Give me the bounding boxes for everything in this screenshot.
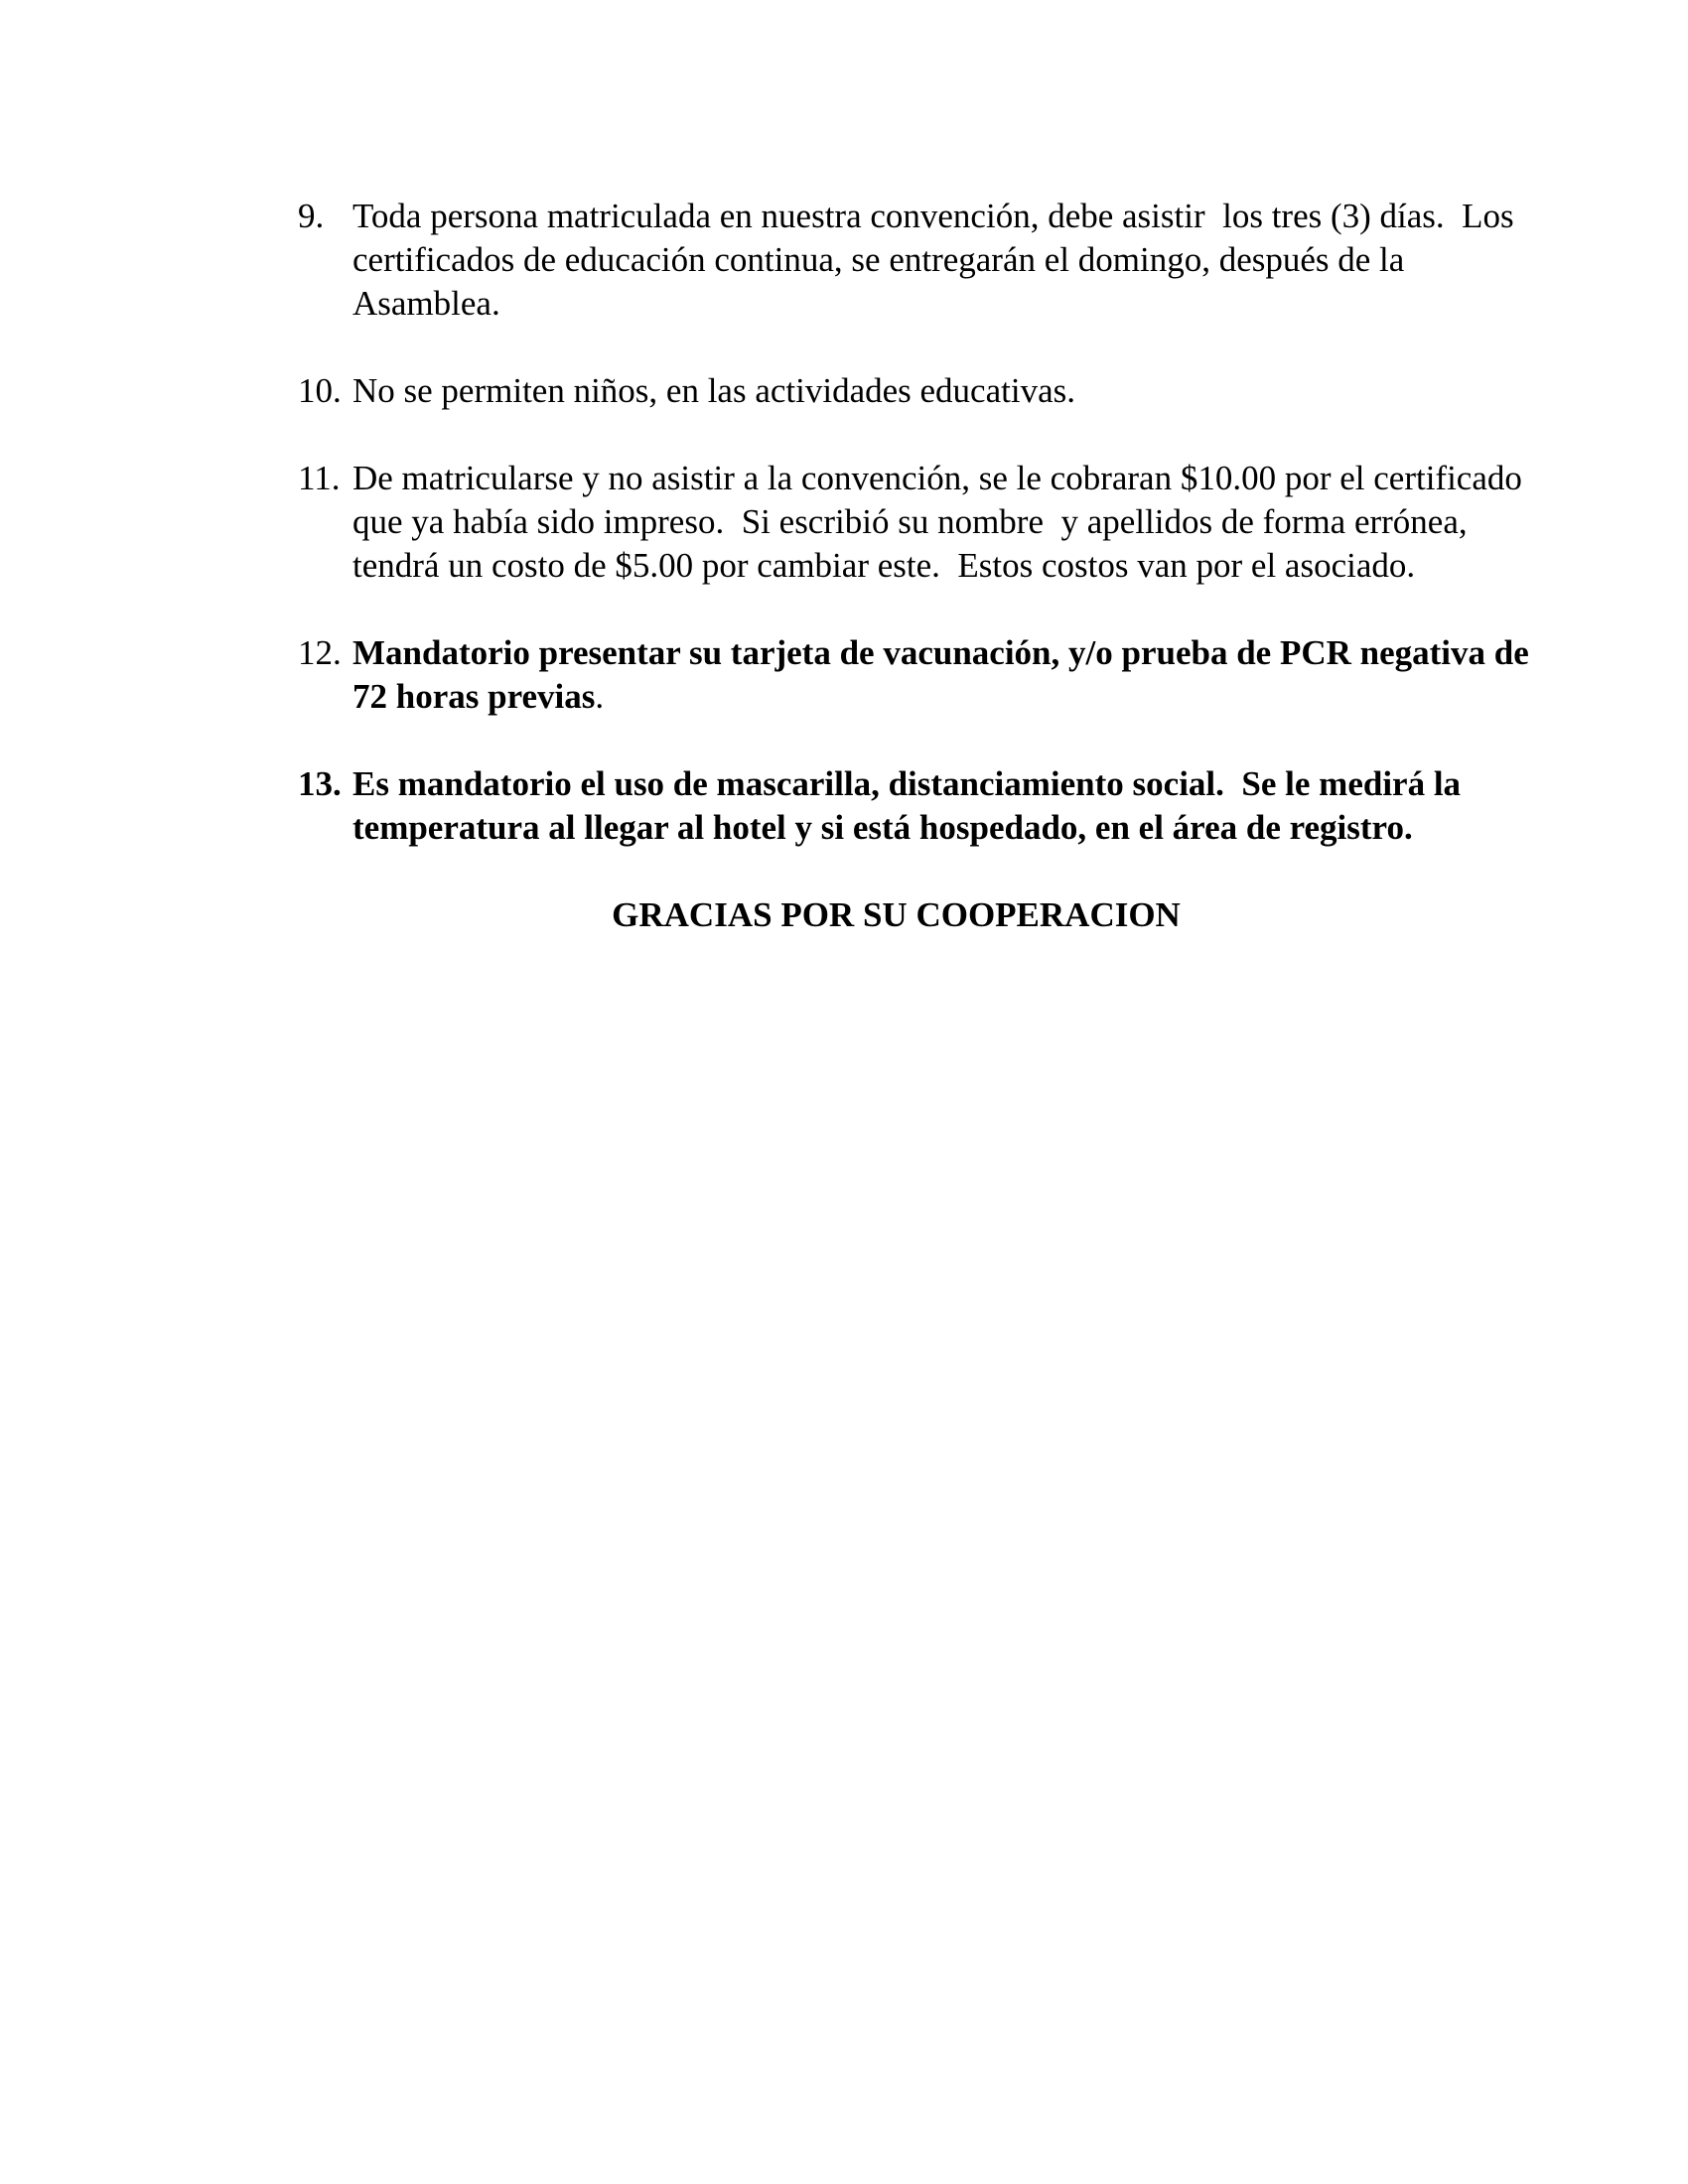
- list-item: [0, 195, 1688, 326]
- list-item-number: 11.: [298, 459, 341, 497]
- list-item-text: [352, 195, 1688, 326]
- list-item: [0, 457, 1688, 588]
- text-line: Mandatorio presentar su tarjeta de vacunación, y/o prueba de PCR negativa de: [352, 633, 1529, 672]
- list-item: [0, 369, 1688, 413]
- list-item-text: [352, 369, 1688, 413]
- list-item-text: [352, 762, 1688, 850]
- text-line: que ya había sido impreso. Si escribió su nombre y apellidos de forma errónea,: [352, 502, 1468, 541]
- text-line: tendrá un costo de $5.00 por cambiar este. Estos costos van por el asociado.: [352, 546, 1416, 585]
- text-line: No se permiten niños, en las actividades educativas.: [352, 371, 1075, 410]
- list-item-number: 12.: [298, 633, 342, 672]
- list-item: [0, 762, 1688, 850]
- text-line: certificados de educación continua, se entregarán el domingo, después de la: [352, 240, 1405, 279]
- numbered-list: [0, 195, 1688, 850]
- document-content: [0, 195, 1688, 937]
- text-line: Es mandatorio el uso de mascarilla, distanciamiento social. Se le medirá la: [352, 764, 1462, 803]
- text-line: Asamblea.: [352, 284, 500, 323]
- text-line: temperatura al llegar al hotel y si está hospedado, en el área de registro.: [352, 808, 1413, 847]
- text-line: 72 horas previas.: [352, 677, 605, 716]
- list-item-number: 9.: [298, 197, 325, 235]
- list-item-number: 10.: [298, 371, 342, 410]
- list-item-text: [352, 457, 1688, 588]
- list-item-number: 13.: [298, 764, 342, 803]
- list-item-text: [352, 631, 1688, 719]
- text-line: De matricularse y no asistir a la convención, se le cobraran $10.00 por el certificado: [352, 459, 1522, 497]
- closing-heading: GRACIAS POR SU COOPERACION: [612, 895, 1181, 934]
- list-item: [0, 631, 1688, 719]
- text-line: Toda persona matriculada en nuestra convención, debe asistir los tres (3) días. Los: [352, 197, 1514, 235]
